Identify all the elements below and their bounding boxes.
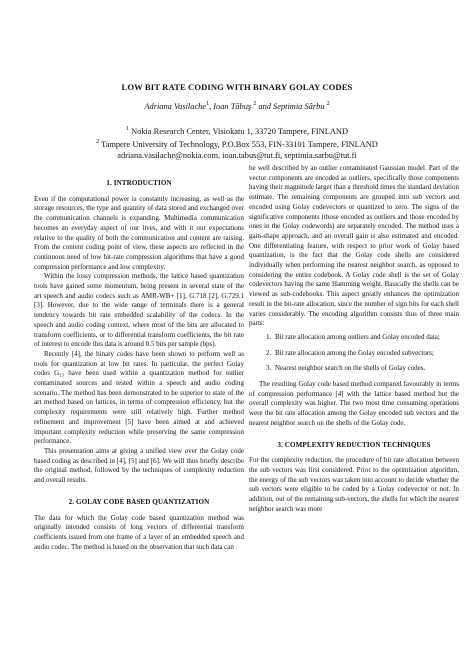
affiliation-mark: 1 (126, 126, 129, 132)
right-column (249, 164, 459, 515)
paragraph: For the complexity reduction, the procedure of bit rate allocation between the sub vectors was first considered. Prior to the optimization algorithm, the energy of the sub vectors was taken into account to decide whether the sub vectors were eligible to be coded by a Golay codevector or not. In addition, out of the remaining sub-vectors, the shells for which the nearest neighbor search was more (249, 456, 459, 513)
section-heading-golay-quantization: 2. GOLAY CODE BASED QUANTIZATION (68, 497, 210, 506)
author-affiliation-mark: 2 (253, 101, 257, 107)
author-emails: adriana.vasilache@nokia.com, ioan.tabus@tut.fi, septimia.sarbu@tut.fi (117, 150, 357, 160)
paragraph: This presentation aims at giving a unified view over the Golay code based coding as described in [4], [5] and [6]. We will thus briefly describe the original method, followed by the techniques of complexity reduction and overall results. (34, 446, 244, 485)
paragraph: be well described by an outlier contaminated Gaussian model. Part of the vector components are encoded as outliers, specifically those components having their magnitude larger than a threshold times the standard deviation estimate. The remaining components are grouped into sub vectors and encoded using Golay codevectors or quantized to zero. The signs of the significative components (those encoded as outliers and those encoded by ones in the Golay codewords) are separately encoded. The method uses a gain-shape approach, and an overall gain is also estimated and encoded. One differentiating feature, with respect to prior work of Golay based quantization, is the fact that the Golay code shells are considered individually when performing the nearest neighbor search, as opposed to considering the entire codebook. A Golay code shell is the set of Golay codevectors having the same Hamming weight. Basically the shells can be viewed as sub-codebooks. This aspect greatly enhances the optimization result in the bit-rate allocation, since the number of sign bits for each shell varies considerably. The encoding algorithm consists thus of three main parts: (249, 164, 459, 328)
affiliations (0, 124, 474, 161)
section-heading-complexity-reduction: 3. COMPLEXITY REDUCTION TECHNIQUES (277, 440, 431, 449)
affiliation-mark: 2 (96, 138, 100, 145)
affiliation-2 (0, 137, 474, 150)
section-heading-introduction: 1. INTRODUCTION (106, 179, 172, 187)
list-item: 2. Bit rate allocation among the Golay encoded subvectors; (273, 349, 459, 359)
author-line (0, 101, 474, 111)
author-name: Adriana Vasilache (144, 101, 207, 111)
list-item: 1. Bit rate allocation among outliers and Golay encoded data; (273, 333, 459, 343)
paragraph: Recently [4], the binary codes have been shown to perform well as tools for quantization at low bit rates. In particular, the perfect Golay codes G₂₃ have been used within a quantization method for outlier contaminated sources and tested within a speech and audio coding scenario. The method has been demonstrated to be superior to state of the art method based on lattices, in terms of compression efficiency, but the complexity requirements were still relatively high. Further method refinement and improvement [5] have been aimed at and achieved important complexity reduction while preserving the same compression performance. (34, 349, 244, 446)
left-column (34, 164, 244, 552)
paragraph: The data for which the Golay code based quantization method was originally intended consists of long vectors of differential transform coefficients issued from one frame of a layer of an embedded speech and audio codec. The method is based on the observation that such data can (34, 513, 244, 551)
author-name: , Ioan Tăbuş (209, 101, 254, 111)
affiliation-text: Nokia Research Center, Visiokatu 1, 33720 Tampere, FINLAND (129, 126, 348, 136)
list-item: 3. Nearest neighbor search on the shells of Golay codes. (273, 364, 459, 374)
author-affiliation-mark: 2 (326, 101, 330, 107)
paper-title: LOW BIT RATE CODING WITH BINARY GOLAY CODES (121, 82, 353, 92)
algorithm-parts-list (249, 333, 459, 374)
paragraph: Within the lossy compression methods, the lattice based quantization tools have gained some momentum, being present in several state of the art speech and audio codecs such as AMR-WB+ [1], G.718 [2], G.729.1 [3]. However, due to the wide range of terminals there is a general tendency towards bit rate embedded scalability of the codecs. In the speech and audio coding context, where most of the bits are allocated to transform coefficients, or to differential transform coefficients, the bit rate of interest to encode this data is around 0.5 bits per sample (bps). (34, 272, 244, 349)
author-name: and Septimia Sârbu (256, 101, 327, 111)
affiliation-text: Tampere University of Technology, P.O.Box 553, FIN-33101 Tampere, FINLAND (99, 139, 378, 149)
author-affiliation-mark: 1 (206, 101, 210, 107)
paragraph: The resulting Golay code based method compared favourably in terms of compression performance [4] with the lattice based method but the overall complexity was higher. The two most time consuming operations were the bit rate allocation among the Golay encoded sub vectors and the nearest neighbor search on the shells of the Golay code. (249, 380, 459, 427)
affiliation-1 (0, 124, 474, 137)
paragraph: Even if the computational power is constantly increasing, as well as the storage resources, the type and quantity of data stored and exchanged over the communication channels is expanding. Multimedia communication becomes an everyday aspect of our lives, and with it our expectations relative to the quality of both the communication and content are raising. From the content coding point of view, these aspects are reflected in the continuous need of low bit-rate compression algorithms that have a good compression performance and low complexity. (34, 194, 244, 271)
